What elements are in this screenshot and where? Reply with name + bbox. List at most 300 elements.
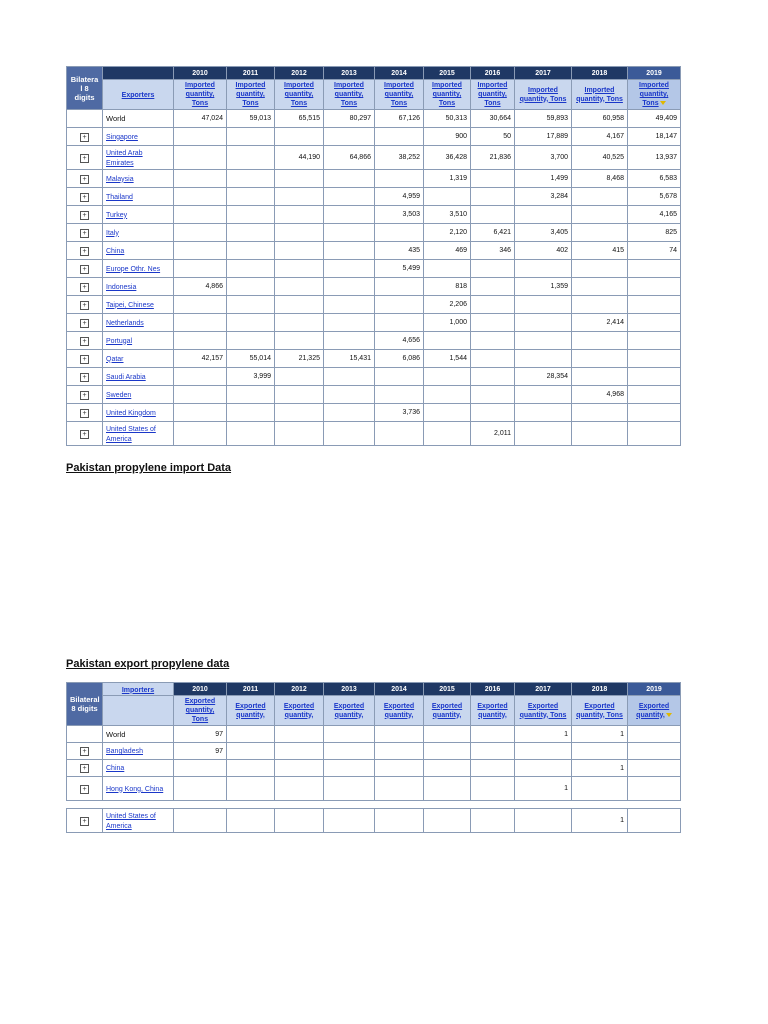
expand-cell[interactable] <box>67 314 103 332</box>
country-link[interactable]: Europe Othr. Nes <box>106 265 161 273</box>
value-cell <box>375 128 424 146</box>
quantity-header-label[interactable]: Imported quantity, Tons <box>235 82 266 107</box>
country-cell[interactable] <box>103 224 174 242</box>
country-cell[interactable] <box>103 809 174 833</box>
year-header-2019[interactable]: 2019 <box>628 683 681 696</box>
quantity-header-2015[interactable] <box>424 696 471 726</box>
value-cell <box>515 743 572 760</box>
expand-plus-icon[interactable]: + <box>80 373 89 382</box>
country-cell[interactable] <box>103 368 174 386</box>
value-cell: 59,893 <box>515 110 572 128</box>
value-cell: 21,325 <box>275 350 324 368</box>
value-cell <box>628 809 681 833</box>
table-row <box>67 278 681 296</box>
year-header-2018[interactable]: 2018 <box>572 683 628 696</box>
value-cell: 1 <box>515 726 572 743</box>
value-cell <box>324 128 375 146</box>
value-cell: 65,515 <box>275 110 324 128</box>
quantity-header-label[interactable]: Exported quantity, <box>235 702 266 719</box>
value-cell: 97 <box>174 743 227 760</box>
expand-cell[interactable] <box>67 170 103 188</box>
value-cell <box>324 368 375 386</box>
value-cell <box>324 777 375 801</box>
exporters-header[interactable] <box>103 80 174 110</box>
country-cell[interactable] <box>103 777 174 801</box>
country-link[interactable]: United Kingdom <box>106 409 156 417</box>
quantity-header-2010[interactable] <box>174 80 227 110</box>
quantity-header-label[interactable]: Exported quantity, <box>283 702 315 719</box>
value-cell <box>324 260 375 278</box>
value-cell <box>227 170 275 188</box>
value-cell <box>424 777 471 801</box>
value-cell <box>471 743 515 760</box>
value-cell: 74 <box>628 242 681 260</box>
table-row <box>67 350 681 368</box>
value-cell <box>515 760 572 777</box>
value-cell <box>227 743 275 760</box>
table-row <box>67 809 681 833</box>
quantity-header-2012[interactable] <box>275 696 324 726</box>
country-link[interactable]: Hong Kong, China <box>106 785 164 793</box>
value-cell <box>275 314 324 332</box>
quantity-header-2016[interactable] <box>471 696 515 726</box>
value-cell <box>227 188 275 206</box>
value-cell: 60,958 <box>572 110 628 128</box>
country-link[interactable]: Thailand <box>106 193 133 201</box>
bilateral-header: Bilateral 8 digits <box>67 683 103 726</box>
header-spacer <box>103 67 174 80</box>
quantity-header-2012[interactable] <box>275 80 324 110</box>
value-cell: 1 <box>572 726 628 743</box>
expand-cell[interactable] <box>67 332 103 350</box>
country-cell[interactable] <box>103 242 174 260</box>
country-cell[interactable] <box>103 170 174 188</box>
value-cell <box>324 314 375 332</box>
country-cell[interactable] <box>103 260 174 278</box>
value-cell <box>227 777 275 801</box>
value-cell <box>471 404 515 422</box>
value-cell <box>324 743 375 760</box>
expand-plus-icon[interactable]: + <box>80 391 89 400</box>
year-header-2017[interactable]: 2017 <box>515 67 572 80</box>
value-cell <box>628 332 681 350</box>
country-cell[interactable] <box>103 188 174 206</box>
sort-arrow-icon[interactable] <box>666 713 672 717</box>
quantity-header-label[interactable]: Exported quantity, Tons <box>519 702 567 719</box>
value-cell <box>275 278 324 296</box>
value-cell <box>572 404 628 422</box>
quantity-header-label[interactable]: Imported quantity, Tons <box>576 86 623 103</box>
value-cell <box>515 386 572 404</box>
quantity-header-label[interactable]: Exported quantity, <box>383 702 415 719</box>
country-cell[interactable] <box>103 760 174 777</box>
value-cell <box>227 314 275 332</box>
year-header-2012[interactable]: 2012 <box>275 683 324 696</box>
country-cell[interactable] <box>103 278 174 296</box>
expand-plus-icon[interactable]: + <box>80 301 89 310</box>
value-cell: 80,297 <box>324 110 375 128</box>
value-cell <box>324 422 375 446</box>
importers-header[interactable] <box>103 683 174 696</box>
year-header-2015[interactable]: 2015 <box>424 67 471 80</box>
expand-plus-icon[interactable]: + <box>80 133 89 142</box>
expand-cell[interactable] <box>67 224 103 242</box>
value-cell <box>174 760 227 777</box>
value-cell: 402 <box>515 242 572 260</box>
quantity-header-label[interactable]: Exported quantity, <box>431 702 463 719</box>
value-cell: 47,024 <box>174 110 227 128</box>
value-cell <box>572 422 628 446</box>
value-cell <box>515 809 572 833</box>
expand-plus-icon[interactable]: + <box>80 319 89 328</box>
expand-plus-icon[interactable]: + <box>80 283 89 292</box>
importers-header-link[interactable]: Importers <box>121 686 155 694</box>
quantity-header-label[interactable]: Exported quantity, <box>477 702 508 719</box>
value-cell: 15,431 <box>324 350 375 368</box>
year-header-2013[interactable]: 2013 <box>324 67 375 80</box>
value-cell <box>375 224 424 242</box>
year-header-2011[interactable]: 2011 <box>227 683 275 696</box>
quantity-header-label[interactable]: Imported quantity, Tons <box>477 82 508 107</box>
value-cell <box>424 809 471 833</box>
quantity-header-2015[interactable] <box>424 80 471 110</box>
quantity-header-label[interactable]: Imported quantity, Tons <box>384 82 414 107</box>
value-cell <box>174 314 227 332</box>
quantity-header-2016[interactable] <box>471 80 515 110</box>
country-cell[interactable] <box>103 743 174 760</box>
value-cell: 415 <box>572 242 628 260</box>
table-row <box>67 314 681 332</box>
expand-plus-icon[interactable]: + <box>80 229 89 238</box>
value-cell: 50 <box>471 128 515 146</box>
value-cell <box>227 242 275 260</box>
value-cell <box>275 422 324 446</box>
value-cell <box>471 260 515 278</box>
expand-plus-icon[interactable]: + <box>80 211 89 220</box>
value-cell: 3,736 <box>375 404 424 422</box>
quantity-header-2014[interactable] <box>375 80 424 110</box>
value-cell <box>515 314 572 332</box>
expand-cell[interactable] <box>67 278 103 296</box>
quantity-header-label[interactable]: Exported quantity, Tons <box>576 702 623 719</box>
expand-cell[interactable] <box>67 128 103 146</box>
expand-cell[interactable] <box>67 422 103 446</box>
import-data-table <box>66 66 681 446</box>
value-cell: 1,544 <box>424 350 471 368</box>
country-cell[interactable] <box>103 314 174 332</box>
expand-cell[interactable] <box>67 743 103 760</box>
value-cell <box>324 760 375 777</box>
expand-cell[interactable] <box>67 350 103 368</box>
value-cell <box>174 242 227 260</box>
country-link[interactable]: China <box>106 765 125 772</box>
value-cell <box>628 386 681 404</box>
expand-plus-icon[interactable]: + <box>80 747 89 756</box>
quantity-header-2013[interactable] <box>324 80 375 110</box>
value-cell: 64,866 <box>324 146 375 170</box>
value-cell <box>227 386 275 404</box>
expand-cell[interactable] <box>67 386 103 404</box>
value-cell <box>227 224 275 242</box>
quantity-header-2010[interactable] <box>174 696 227 726</box>
year-header-2012[interactable]: 2012 <box>275 67 324 80</box>
value-cell <box>515 296 572 314</box>
value-cell <box>628 350 681 368</box>
value-cell <box>424 404 471 422</box>
value-cell <box>424 332 471 350</box>
quantity-header-label[interactable]: Imported quantity, Tons <box>284 82 314 107</box>
country-cell[interactable] <box>103 422 174 446</box>
value-cell <box>424 386 471 404</box>
expand-plus-icon[interactable]: + <box>80 337 89 346</box>
quantity-header-label[interactable]: Imported quantity, Tons <box>519 86 567 103</box>
table-row <box>67 743 681 760</box>
value-cell: 346 <box>471 242 515 260</box>
quantity-header-2011[interactable] <box>227 80 275 110</box>
expand-cell[interactable] <box>67 726 103 743</box>
expand-cell[interactable] <box>67 777 103 801</box>
expand-plus-icon[interactable]: + <box>80 175 89 184</box>
value-cell <box>174 368 227 386</box>
value-cell <box>471 332 515 350</box>
quantity-header-label[interactable]: Exported quantity, <box>636 702 670 719</box>
quantity-header-label[interactable]: Exported quantity, <box>333 702 365 719</box>
sort-arrow-icon[interactable] <box>660 101 666 105</box>
quantity-header-2013[interactable] <box>324 696 375 726</box>
value-cell: 49,409 <box>628 110 681 128</box>
value-cell: 21,836 <box>471 146 515 170</box>
value-cell <box>174 188 227 206</box>
table-row <box>67 422 681 446</box>
expand-cell[interactable] <box>67 404 103 422</box>
value-cell <box>515 206 572 224</box>
year-header-2011[interactable]: 2011 <box>227 67 275 80</box>
country-link[interactable]: Taipei, Chinese <box>106 301 154 309</box>
country-link[interactable]: Bangladesh <box>106 748 143 755</box>
value-cell: 4,167 <box>572 128 628 146</box>
export-extra-table <box>66 808 681 833</box>
year-header-2014[interactable]: 2014 <box>375 683 424 696</box>
value-cell <box>375 760 424 777</box>
country-cell[interactable] <box>103 128 174 146</box>
value-cell <box>515 404 572 422</box>
country-link[interactable]: Turkey <box>106 211 128 219</box>
header-spacer <box>103 696 174 726</box>
value-cell <box>227 296 275 314</box>
value-cell <box>572 296 628 314</box>
expand-plus-icon[interactable]: + <box>80 265 89 274</box>
expand-plus-icon[interactable]: + <box>80 409 89 418</box>
value-cell: 5,499 <box>375 260 424 278</box>
value-cell <box>628 743 681 760</box>
value-cell: 59,013 <box>227 110 275 128</box>
quantity-header-2017[interactable] <box>515 80 572 110</box>
country-link[interactable]: Italy <box>106 229 119 237</box>
table-row <box>67 726 681 743</box>
expand-plus-icon[interactable]: + <box>80 247 89 256</box>
value-cell: 40,525 <box>572 146 628 170</box>
value-cell: 4,866 <box>174 278 227 296</box>
value-cell: 3,999 <box>227 368 275 386</box>
value-cell <box>471 777 515 801</box>
quantity-header-label[interactable]: Imported quantity, Tons <box>432 82 462 107</box>
value-cell: 42,157 <box>174 350 227 368</box>
country-cell[interactable] <box>103 404 174 422</box>
exporters-header-link[interactable]: Exporters <box>121 92 155 99</box>
expand-plus-icon[interactable]: + <box>80 764 89 773</box>
expand-plus-icon[interactable]: + <box>80 355 89 364</box>
value-cell <box>424 760 471 777</box>
quantity-header-2019[interactable] <box>628 696 681 726</box>
country-link[interactable]: Indonesia <box>106 283 137 291</box>
expand-cell[interactable] <box>67 242 103 260</box>
value-cell <box>628 777 681 801</box>
value-cell <box>572 260 628 278</box>
quantity-header-2011[interactable] <box>227 696 275 726</box>
year-header-2014[interactable]: 2014 <box>375 67 424 80</box>
value-cell <box>375 368 424 386</box>
table-row <box>67 146 681 170</box>
value-cell <box>227 206 275 224</box>
country-link[interactable]: Qatar <box>106 355 124 363</box>
quantity-header-2018[interactable] <box>572 696 628 726</box>
country-link[interactable]: Netherlands <box>106 319 144 327</box>
value-cell <box>572 224 628 242</box>
value-cell <box>471 188 515 206</box>
value-cell: 97 <box>174 726 227 743</box>
country-cell[interactable] <box>103 332 174 350</box>
value-cell <box>275 777 324 801</box>
value-cell <box>275 743 324 760</box>
value-cell <box>275 170 324 188</box>
country-cell[interactable] <box>103 386 174 404</box>
value-cell <box>275 404 324 422</box>
value-cell <box>515 332 572 350</box>
year-header-2016[interactable]: 2016 <box>471 67 515 80</box>
expand-cell[interactable] <box>67 368 103 386</box>
expand-plus-icon[interactable]: + <box>80 785 89 794</box>
value-cell: 1,499 <box>515 170 572 188</box>
value-cell <box>275 224 324 242</box>
value-cell <box>628 314 681 332</box>
year-header-2010[interactable]: 2010 <box>174 683 227 696</box>
table-row <box>67 110 681 128</box>
value-cell <box>227 422 275 446</box>
value-cell: 2,120 <box>424 224 471 242</box>
country-cell[interactable] <box>103 296 174 314</box>
quantity-header-label[interactable]: Exported quantity, Tons <box>184 698 216 723</box>
country-link[interactable]: Sweden <box>106 391 132 399</box>
value-cell <box>227 726 275 743</box>
country-link[interactable]: Saudi Arabia <box>106 373 146 381</box>
value-cell <box>275 386 324 404</box>
expand-cell[interactable] <box>67 809 103 833</box>
country-cell[interactable] <box>103 206 174 224</box>
quantity-header-2018[interactable] <box>572 80 628 110</box>
quantity-header-2014[interactable] <box>375 696 424 726</box>
country-cell[interactable] <box>103 350 174 368</box>
country-link[interactable]: Malaysia <box>106 175 134 183</box>
quantity-header-label[interactable]: Imported quantity, Tons <box>334 82 364 107</box>
value-cell: 818 <box>424 278 471 296</box>
expand-plus-icon[interactable]: + <box>80 817 89 826</box>
country-link[interactable]: Singapore <box>106 133 138 141</box>
table-row <box>67 296 681 314</box>
export-data-table <box>66 682 681 801</box>
country-link[interactable]: China <box>106 247 125 255</box>
value-cell: 4,968 <box>572 386 628 404</box>
year-header-2019[interactable]: 2019 <box>628 67 681 80</box>
expand-cell[interactable] <box>67 188 103 206</box>
value-cell <box>174 386 227 404</box>
value-cell <box>375 386 424 404</box>
value-cell <box>324 224 375 242</box>
expand-cell[interactable] <box>67 146 103 170</box>
country-cell[interactable] <box>103 146 174 170</box>
year-header-2013[interactable]: 2013 <box>324 683 375 696</box>
quantity-header-label[interactable]: Imported quantity, Tons <box>185 82 215 107</box>
value-cell <box>174 777 227 801</box>
value-cell: 6,583 <box>628 170 681 188</box>
value-cell: 3,503 <box>375 206 424 224</box>
table-row <box>67 404 681 422</box>
value-cell <box>174 296 227 314</box>
value-cell <box>227 146 275 170</box>
country-link[interactable]: United Arab Emirates <box>106 149 143 167</box>
expand-plus-icon[interactable]: + <box>80 154 89 163</box>
country-link[interactable]: United States of America <box>106 425 156 443</box>
value-cell <box>471 386 515 404</box>
value-cell <box>375 314 424 332</box>
quantity-header-2017[interactable] <box>515 696 572 726</box>
table-row <box>67 260 681 278</box>
year-header-2015[interactable]: 2015 <box>424 683 471 696</box>
value-cell <box>375 296 424 314</box>
table-row <box>67 206 681 224</box>
expand-cell[interactable] <box>67 206 103 224</box>
export-caption: Pakistan export propylene data <box>66 658 230 670</box>
value-cell <box>275 332 324 350</box>
expand-plus-icon[interactable]: + <box>80 430 89 439</box>
quantity-header-2019[interactable] <box>628 80 681 110</box>
value-cell <box>227 404 275 422</box>
expand-cell[interactable] <box>67 260 103 278</box>
value-cell <box>174 206 227 224</box>
quantity-header-label[interactable]: Imported quantity, Tons <box>639 82 669 107</box>
expand-cell[interactable] <box>67 110 103 128</box>
expand-cell[interactable] <box>67 760 103 777</box>
value-cell <box>324 278 375 296</box>
value-cell: 5,678 <box>628 188 681 206</box>
value-cell <box>275 726 324 743</box>
year-header-2016[interactable]: 2016 <box>471 683 515 696</box>
value-cell <box>275 128 324 146</box>
year-header-2017[interactable]: 2017 <box>515 683 572 696</box>
expand-cell[interactable] <box>67 296 103 314</box>
value-cell <box>324 206 375 224</box>
country-label: World <box>106 114 126 123</box>
country-link[interactable]: United States of America <box>106 812 156 830</box>
value-cell <box>424 260 471 278</box>
value-cell <box>424 743 471 760</box>
expand-plus-icon[interactable]: + <box>80 193 89 202</box>
value-cell <box>471 278 515 296</box>
year-header-2010[interactable]: 2010 <box>174 67 227 80</box>
value-cell: 3,405 <box>515 224 572 242</box>
country-link[interactable]: Portugal <box>106 337 133 345</box>
year-header-2018[interactable]: 2018 <box>572 67 628 80</box>
value-cell <box>628 296 681 314</box>
